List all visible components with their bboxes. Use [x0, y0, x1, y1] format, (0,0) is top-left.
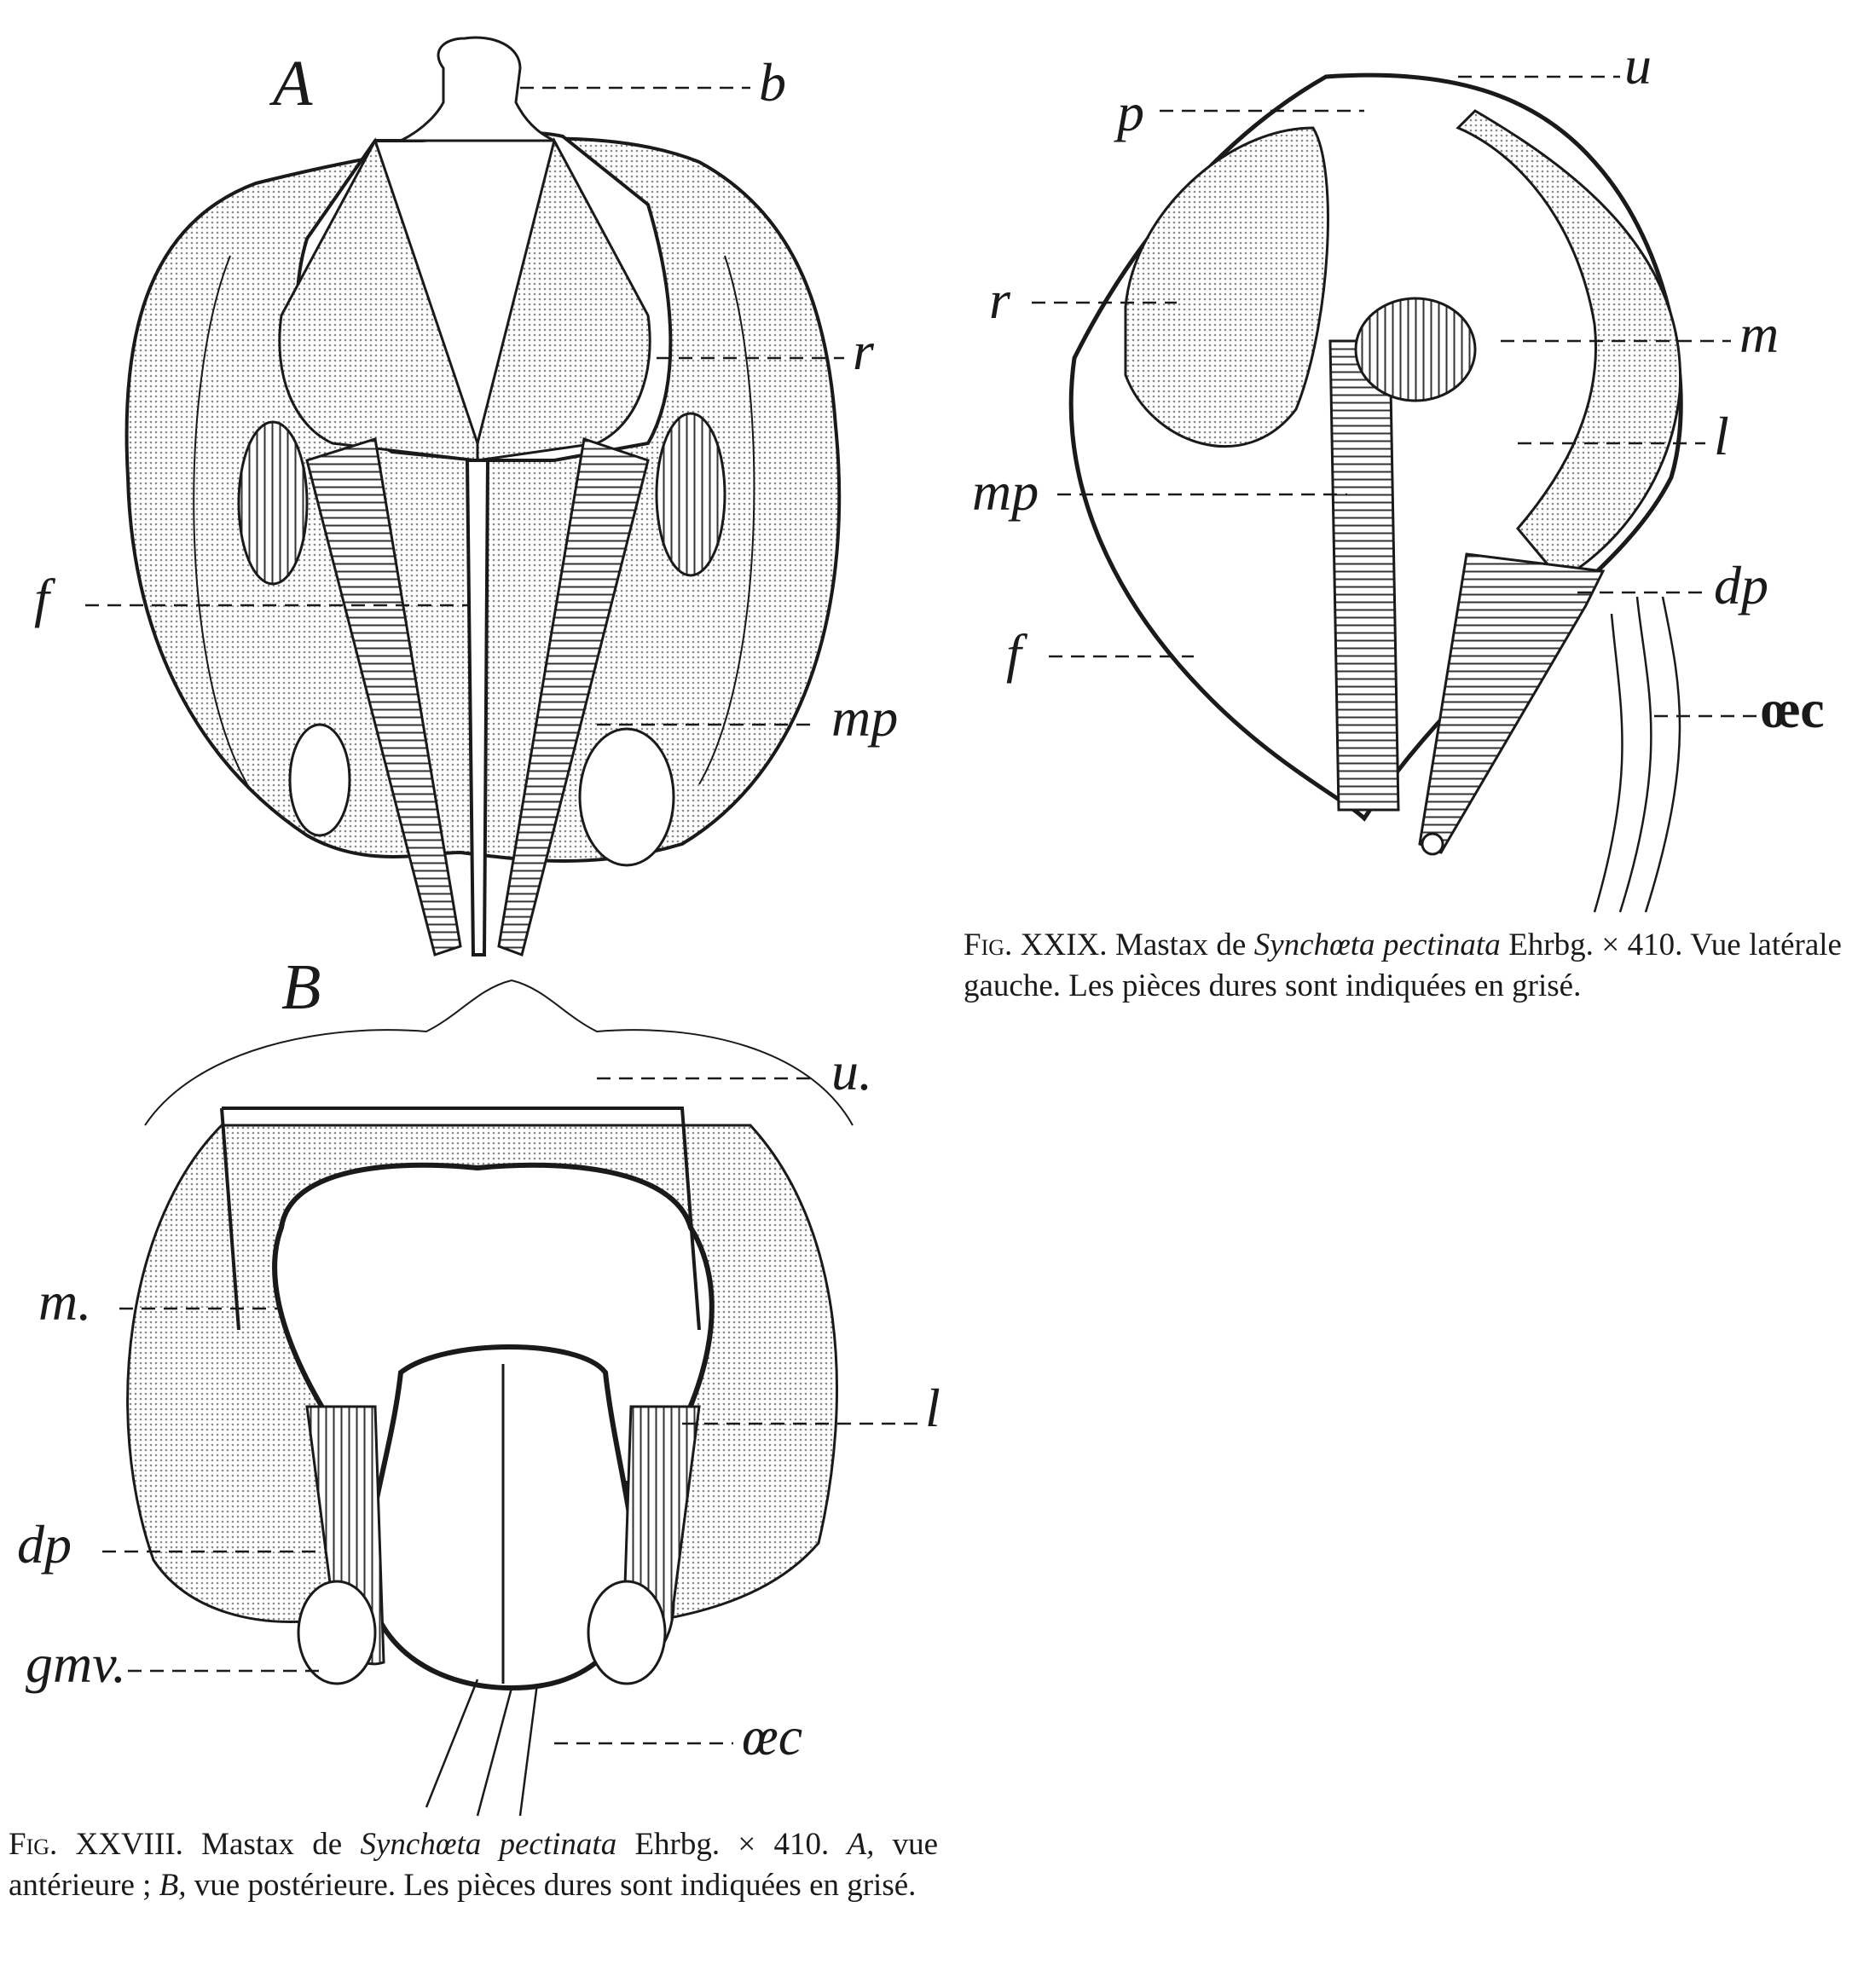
fig28-panel-b-drawing	[128, 980, 853, 1816]
fig29-label-r: r	[989, 269, 1010, 330]
panel-b-letter: B	[281, 951, 321, 1023]
panel-b-outer-arc	[145, 980, 853, 1125]
fig29-caption-text-1: Mastax de	[1107, 928, 1254, 962]
fig28-label-m: m.	[38, 1271, 92, 1332]
panel-a-gland-left	[290, 725, 350, 835]
fig29-label-p: p	[1117, 82, 1144, 142]
fig28-label-dp: dp	[17, 1514, 72, 1575]
fig29-drawing	[1071, 75, 1681, 912]
fig29-label-dp: dp	[1714, 555, 1768, 615]
fig28-label-b: b	[759, 52, 786, 113]
fig28-caption-text-1: Mastax de	[182, 1827, 361, 1862]
fig28-panel-a-drawing	[127, 38, 840, 955]
panel-a-head-b	[401, 38, 554, 141]
panel-a-uncus-right	[657, 413, 725, 575]
fig29-rod-tip	[1422, 834, 1443, 854]
fig28-caption-fig-number: XXVIII.	[75, 1827, 183, 1862]
panel-b-gland-left	[298, 1581, 375, 1684]
fig28-label-l: l	[925, 1378, 940, 1438]
fig28-caption-a-letter: A,	[847, 1827, 875, 1862]
fig28-caption-text-4: vue postérieure. Les pièces dures sont indiquées en grisé.	[186, 1868, 917, 1903]
fig29-joint	[1356, 298, 1475, 401]
fig29-caption	[964, 925, 1842, 1007]
fig29-label-l: l	[1714, 406, 1729, 466]
fig28-caption	[9, 1824, 938, 1906]
fig28-label-r: r	[853, 321, 874, 381]
fig28-caption-fig-word: Fig.	[9, 1827, 58, 1862]
fig29-caption-fig-number: XXIX.	[1020, 928, 1108, 962]
fig29-caption-text-2: Ehrbg. × 410. Vue latérale gauche. Les pièces dures sont indiquées en grisé.	[964, 928, 1842, 1003]
panel-a-gland-right	[580, 729, 674, 865]
panel-a-letter: A	[273, 48, 313, 119]
fig29-caption-species: Synchœta pectinata	[1253, 928, 1501, 962]
fig29-label-f: f	[1006, 623, 1021, 684]
fig28-label-mp: mp	[831, 687, 899, 748]
fig28-caption-species: Synchœta pectinata	[360, 1827, 617, 1862]
fig29-caption-fig-word: Fig.	[964, 928, 1013, 962]
fig29-manubrium	[1330, 341, 1398, 810]
fig29-label-u: u	[1624, 35, 1652, 95]
panel-a-fulcrum	[467, 460, 488, 955]
fig28-caption-text-2: Ehrbg. × 410.	[616, 1827, 848, 1862]
fig28-label-gmv: gmv.	[26, 1633, 126, 1694]
fig28-caption-b-letter: B,	[159, 1868, 187, 1903]
fig29-ramus-shaded	[1126, 128, 1328, 447]
panel-b-oesophagus	[426, 1679, 537, 1816]
fig29-label-oec: œc	[1761, 679, 1825, 739]
fig28-label-oec: œc	[742, 1706, 803, 1766]
fig29-oesophagus	[1594, 597, 1680, 912]
fig28-caption-text-3: vue antérieure ;	[9, 1827, 938, 1903]
panel-a-uncus-left	[239, 422, 307, 584]
fig29-label-mp: mp	[972, 461, 1039, 522]
fig28-label-f: f	[34, 568, 49, 628]
fig28-label-u: u.	[831, 1041, 872, 1101]
fig29-label-m: m	[1739, 303, 1780, 364]
panel-b-gland-right	[588, 1581, 665, 1684]
